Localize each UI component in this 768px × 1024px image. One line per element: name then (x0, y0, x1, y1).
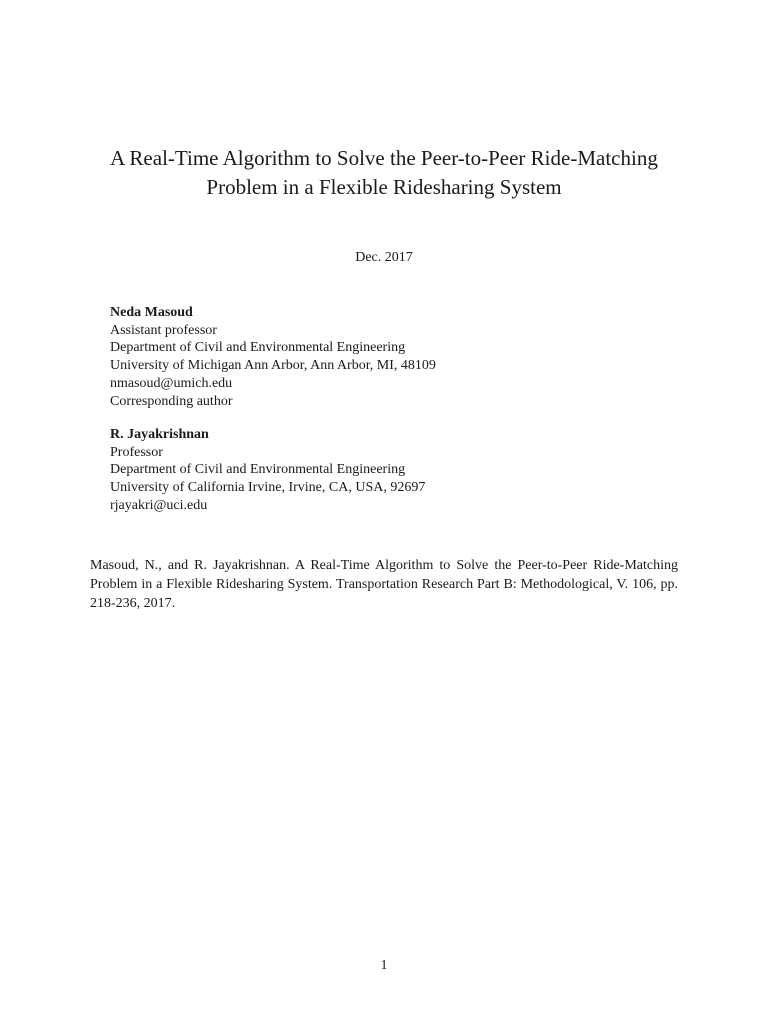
page-number: 1 (380, 958, 388, 973)
author-university: University of Michigan Ann Arbor, Ann Arbor, MI, 48109 (110, 358, 436, 374)
author-position: Assistant professor (110, 322, 217, 338)
author-block (110, 304, 436, 410)
title-line: A Real-Time Algorithm to Solve the Peer-to-Peer Ride-Matching (110, 146, 658, 170)
publication-date: Dec. 2017 (355, 250, 413, 265)
author-name: R. Jayakrishnan (110, 427, 209, 442)
author-name: Neda Masoud (110, 305, 193, 320)
author-email: nmasoud@umich.edu (110, 375, 233, 391)
author-department: Department of Civil and Environmental Engineering (110, 462, 406, 478)
author-email: rjayakri@uci.edu (110, 497, 208, 513)
author-department: Department of Civil and Environmental Engineering (110, 340, 406, 356)
title-line: Problem in a Flexible Ridesharing System (206, 175, 562, 199)
author-note: Corresponding author (110, 393, 233, 409)
author-position: Professor (110, 444, 163, 460)
citation-text: Masoud, N., and R. Jayakrishnan. A Real-Time Algorithm to Solve the Peer-to-Peer Ride-Matching Problem in a Flexible Ridesharing System. Transportation Research Part B: Methodological, V. 106, pp. 218-236, 2017. (90, 558, 678, 611)
author-block (110, 426, 425, 515)
author-university: University of California Irvine, Irvine, CA, USA, 92697 (110, 480, 426, 496)
paper-title (60, 144, 708, 202)
